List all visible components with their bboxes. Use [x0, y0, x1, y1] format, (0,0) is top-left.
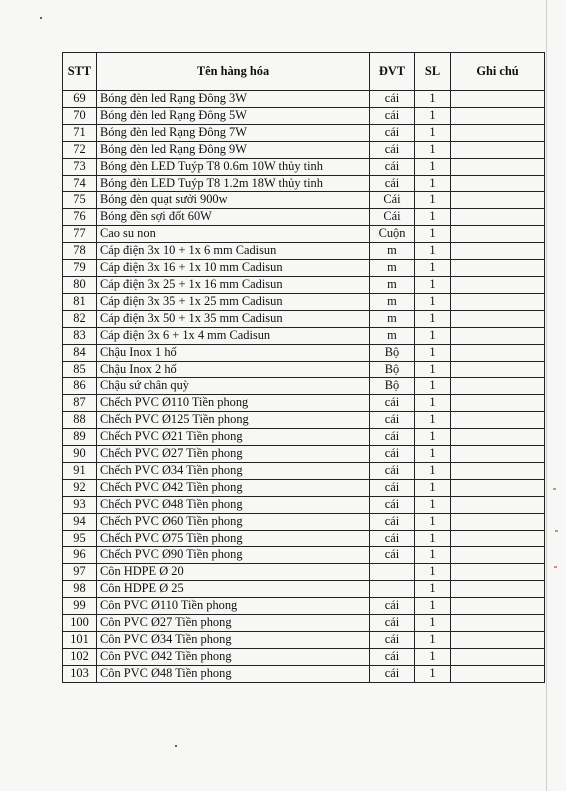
- cell-stt: 95: [63, 530, 97, 547]
- cell-quantity: 1: [415, 327, 451, 344]
- table-row: [63, 496, 545, 513]
- table-row: [63, 243, 545, 260]
- header-item-name: Tên hàng hóa: [97, 53, 370, 91]
- stamp-fragment-mark: [554, 566, 557, 568]
- cell-stt: 82: [63, 310, 97, 327]
- cell-note: [451, 158, 545, 175]
- table-row: [63, 665, 545, 682]
- cell-unit: cái: [370, 429, 415, 446]
- cell-stt: 94: [63, 513, 97, 530]
- cell-quantity: 1: [415, 429, 451, 446]
- cell-stt: 73: [63, 158, 97, 175]
- cell-unit: cái: [370, 462, 415, 479]
- cell-quantity: 1: [415, 158, 451, 175]
- cell-note: [451, 378, 545, 395]
- cell-quantity: 1: [415, 361, 451, 378]
- header-note: Ghi chú: [451, 53, 545, 91]
- cell-unit: cái: [370, 615, 415, 632]
- cell-unit: Cuộn: [370, 226, 415, 243]
- cell-quantity: 1: [415, 564, 451, 581]
- table-row: [63, 530, 545, 547]
- cell-item-name: Côn PVC Ø27 Tiền phong: [97, 615, 370, 632]
- cell-item-name: Chếch PVC Ø110 Tiền phong: [97, 395, 370, 412]
- cell-stt: 84: [63, 344, 97, 361]
- table-row: [63, 378, 545, 395]
- cell-stt: 101: [63, 632, 97, 649]
- cell-stt: 86: [63, 378, 97, 395]
- cell-item-name: Chậu sứ chân quỳ: [97, 378, 370, 395]
- cell-item-name: Bóng đèn led Rạng Đông 5W: [97, 107, 370, 124]
- table-row: [63, 615, 545, 632]
- cell-item-name: Côn PVC Ø48 Tiền phong: [97, 665, 370, 682]
- cell-note: [451, 91, 545, 108]
- cell-item-name: Chếch PVC Ø21 Tiền phong: [97, 429, 370, 446]
- cell-item-name: Cáp điện 3x 50 + 1x 35 mm Cadisun: [97, 310, 370, 327]
- cell-stt: 69: [63, 91, 97, 108]
- cell-item-name: Bóng đèn led Rạng Đông 7W: [97, 124, 370, 141]
- cell-note: [451, 581, 545, 598]
- cell-unit: cái: [370, 175, 415, 192]
- cell-quantity: 1: [415, 209, 451, 226]
- cell-note: [451, 124, 545, 141]
- cell-quantity: 1: [415, 581, 451, 598]
- cell-unit: cái: [370, 412, 415, 429]
- cell-item-name: Cáp điện 3x 10 + 1x 6 mm Cadisun: [97, 243, 370, 260]
- table-row: [63, 192, 545, 209]
- table-row: [63, 91, 545, 108]
- cell-quantity: 1: [415, 513, 451, 530]
- cell-note: [451, 598, 545, 615]
- cell-quantity: 1: [415, 124, 451, 141]
- goods-table: [62, 52, 545, 683]
- table-body: [63, 91, 545, 683]
- stamp-fragment-mark: [553, 488, 556, 490]
- header-stt: STT: [63, 53, 97, 91]
- cell-note: [451, 260, 545, 277]
- cell-quantity: 1: [415, 547, 451, 564]
- cell-quantity: 1: [415, 530, 451, 547]
- cell-item-name: Cáp điện 3x 6 + 1x 4 mm Cadisun: [97, 327, 370, 344]
- cell-unit: Bộ: [370, 361, 415, 378]
- table-row: [63, 344, 545, 361]
- cell-stt: 71: [63, 124, 97, 141]
- cell-item-name: Bóng đền sợi đốt 60W: [97, 209, 370, 226]
- table-row: [63, 310, 545, 327]
- cell-item-name: Bóng đèn LED Tuýp T8 1.2m 18W thủy tinh: [97, 175, 370, 192]
- cell-note: [451, 429, 545, 446]
- cell-unit: cái: [370, 124, 415, 141]
- cell-unit: cái: [370, 648, 415, 665]
- cell-item-name: Côn PVC Ø34 Tiền phong: [97, 632, 370, 649]
- cell-quantity: 1: [415, 192, 451, 209]
- header-quantity: SL: [415, 53, 451, 91]
- table-row: [63, 581, 545, 598]
- cell-note: [451, 327, 545, 344]
- cell-quantity: 1: [415, 91, 451, 108]
- cell-quantity: 1: [415, 378, 451, 395]
- cell-stt: 92: [63, 479, 97, 496]
- table-row: [63, 293, 545, 310]
- cell-note: [451, 209, 545, 226]
- cell-quantity: 1: [415, 310, 451, 327]
- cell-quantity: 1: [415, 175, 451, 192]
- cell-unit: m: [370, 293, 415, 310]
- table-row: [63, 158, 545, 175]
- cell-quantity: 1: [415, 243, 451, 260]
- cell-stt: 93: [63, 496, 97, 513]
- cell-note: [451, 107, 545, 124]
- cell-item-name: Chậu Inox 1 hố: [97, 344, 370, 361]
- cell-stt: 87: [63, 395, 97, 412]
- cell-note: [451, 648, 545, 665]
- cell-stt: 97: [63, 564, 97, 581]
- cell-quantity: 1: [415, 632, 451, 649]
- cell-unit: cái: [370, 513, 415, 530]
- cell-item-name: Bóng đèn led Rạng Đông 9W: [97, 141, 370, 158]
- cell-item-name: Bóng đèn quạt sưởi 900w: [97, 192, 370, 209]
- cell-unit: cái: [370, 446, 415, 463]
- table-row: [63, 107, 545, 124]
- table-row: [63, 276, 545, 293]
- cell-note: [451, 310, 545, 327]
- page-edge-line: [546, 0, 547, 791]
- cell-stt: 81: [63, 293, 97, 310]
- cell-note: [451, 361, 545, 378]
- header-unit: ĐVT: [370, 53, 415, 91]
- cell-stt: 100: [63, 615, 97, 632]
- cell-note: [451, 141, 545, 158]
- table-row: [63, 513, 545, 530]
- cell-note: [451, 615, 545, 632]
- cell-quantity: 1: [415, 615, 451, 632]
- cell-item-name: Côn PVC Ø42 Tiền phong: [97, 648, 370, 665]
- cell-item-name: Chếch PVC Ø42 Tiền phong: [97, 479, 370, 496]
- table-row: [63, 598, 545, 615]
- cell-quantity: 1: [415, 293, 451, 310]
- table-row: [63, 361, 545, 378]
- table-row: [63, 648, 545, 665]
- cell-item-name: Chếch PVC Ø48 Tiền phong: [97, 496, 370, 513]
- cell-unit: m: [370, 276, 415, 293]
- cell-item-name: Côn HDPE Ø 25: [97, 581, 370, 598]
- cell-note: [451, 395, 545, 412]
- table-row: [63, 175, 545, 192]
- cell-unit: cái: [370, 158, 415, 175]
- cell-stt: 74: [63, 175, 97, 192]
- cell-unit: m: [370, 260, 415, 277]
- cell-unit: Bộ: [370, 344, 415, 361]
- cell-note: [451, 513, 545, 530]
- cell-quantity: 1: [415, 276, 451, 293]
- cell-note: [451, 344, 545, 361]
- cell-item-name: Chậu Inox 2 hố: [97, 361, 370, 378]
- cell-unit: cái: [370, 479, 415, 496]
- cell-item-name: Côn PVC Ø110 Tiền phong: [97, 598, 370, 615]
- cell-stt: 76: [63, 209, 97, 226]
- table-row: [63, 429, 545, 446]
- table-row: [63, 124, 545, 141]
- cell-unit: Cái: [370, 192, 415, 209]
- cell-quantity: 1: [415, 344, 451, 361]
- table-row: [63, 462, 545, 479]
- cell-stt: 103: [63, 665, 97, 682]
- cell-item-name: Cáp điện 3x 16 + 1x 10 mm Cadisun: [97, 260, 370, 277]
- cell-quantity: 1: [415, 141, 451, 158]
- table-header-row: [63, 53, 545, 91]
- cell-quantity: 1: [415, 496, 451, 513]
- cell-quantity: 1: [415, 226, 451, 243]
- cell-stt: 96: [63, 547, 97, 564]
- cell-item-name: Chếch PVC Ø34 Tiền phong: [97, 462, 370, 479]
- cell-quantity: 1: [415, 598, 451, 615]
- cell-note: [451, 665, 545, 682]
- cell-quantity: 1: [415, 648, 451, 665]
- cell-stt: 85: [63, 361, 97, 378]
- cell-quantity: 1: [415, 462, 451, 479]
- cell-unit: Cái: [370, 209, 415, 226]
- cell-note: [451, 462, 545, 479]
- cell-stt: 83: [63, 327, 97, 344]
- cell-item-name: Cáp điện 3x 35 + 1x 25 mm Cadisun: [97, 293, 370, 310]
- table-row: [63, 479, 545, 496]
- stamp-fragment-mark: [555, 530, 558, 532]
- cell-unit: m: [370, 310, 415, 327]
- cell-quantity: 1: [415, 260, 451, 277]
- cell-note: [451, 276, 545, 293]
- scan-speck: [40, 17, 42, 19]
- cell-quantity: 1: [415, 665, 451, 682]
- cell-unit: m: [370, 327, 415, 344]
- cell-note: [451, 226, 545, 243]
- table-row: [63, 395, 545, 412]
- cell-unit: cái: [370, 107, 415, 124]
- cell-note: [451, 496, 545, 513]
- cell-unit: cái: [370, 395, 415, 412]
- cell-quantity: 1: [415, 395, 451, 412]
- cell-unit: cái: [370, 91, 415, 108]
- cell-quantity: 1: [415, 479, 451, 496]
- table-row: [63, 446, 545, 463]
- cell-note: [451, 564, 545, 581]
- scan-speck: [175, 745, 177, 747]
- cell-item-name: Chếch PVC Ø75 Tiền phong: [97, 530, 370, 547]
- cell-stt: 89: [63, 429, 97, 446]
- cell-unit: cái: [370, 496, 415, 513]
- cell-stt: 90: [63, 446, 97, 463]
- cell-note: [451, 547, 545, 564]
- table-row: [63, 209, 545, 226]
- cell-note: [451, 175, 545, 192]
- cell-stt: 98: [63, 581, 97, 598]
- cell-stt: 91: [63, 462, 97, 479]
- cell-stt: 79: [63, 260, 97, 277]
- cell-item-name: Chếch PVC Ø60 Tiền phong: [97, 513, 370, 530]
- table-row: [63, 260, 545, 277]
- cell-unit: cái: [370, 547, 415, 564]
- table-row: [63, 327, 545, 344]
- cell-quantity: 1: [415, 412, 451, 429]
- cell-stt: 102: [63, 648, 97, 665]
- cell-stt: 78: [63, 243, 97, 260]
- table-row: [63, 632, 545, 649]
- table-row: [63, 547, 545, 564]
- cell-unit: [370, 564, 415, 581]
- cell-unit: cái: [370, 141, 415, 158]
- cell-item-name: Côn HDPE Ø 20: [97, 564, 370, 581]
- cell-note: [451, 479, 545, 496]
- cell-stt: 75: [63, 192, 97, 209]
- cell-note: [451, 530, 545, 547]
- cell-stt: 88: [63, 412, 97, 429]
- cell-stt: 70: [63, 107, 97, 124]
- cell-unit: cái: [370, 530, 415, 547]
- table-row: [63, 141, 545, 158]
- cell-stt: 80: [63, 276, 97, 293]
- cell-note: [451, 632, 545, 649]
- cell-item-name: Chếch PVC Ø125 Tiền phong: [97, 412, 370, 429]
- cell-unit: [370, 581, 415, 598]
- cell-item-name: Bóng đèn led Rạng Đông 3W: [97, 91, 370, 108]
- cell-unit: cái: [370, 598, 415, 615]
- cell-item-name: Chếch PVC Ø90 Tiền phong: [97, 547, 370, 564]
- cell-item-name: Chếch PVC Ø27 Tiền phong: [97, 446, 370, 463]
- cell-item-name: Cao su non: [97, 226, 370, 243]
- cell-unit: cái: [370, 665, 415, 682]
- cell-note: [451, 243, 545, 260]
- cell-unit: cái: [370, 632, 415, 649]
- cell-unit: m: [370, 243, 415, 260]
- cell-unit: Bộ: [370, 378, 415, 395]
- table-row: [63, 226, 545, 243]
- cell-note: [451, 446, 545, 463]
- cell-stt: 99: [63, 598, 97, 615]
- cell-note: [451, 412, 545, 429]
- cell-item-name: Bóng đèn LED Tuýp T8 0.6m 10W thủy tinh: [97, 158, 370, 175]
- table-row: [63, 564, 545, 581]
- cell-stt: 72: [63, 141, 97, 158]
- cell-note: [451, 192, 545, 209]
- cell-quantity: 1: [415, 107, 451, 124]
- cell-quantity: 1: [415, 446, 451, 463]
- cell-item-name: Cáp điện 3x 25 + 1x 16 mm Cadisun: [97, 276, 370, 293]
- table-row: [63, 412, 545, 429]
- cell-note: [451, 293, 545, 310]
- cell-stt: 77: [63, 226, 97, 243]
